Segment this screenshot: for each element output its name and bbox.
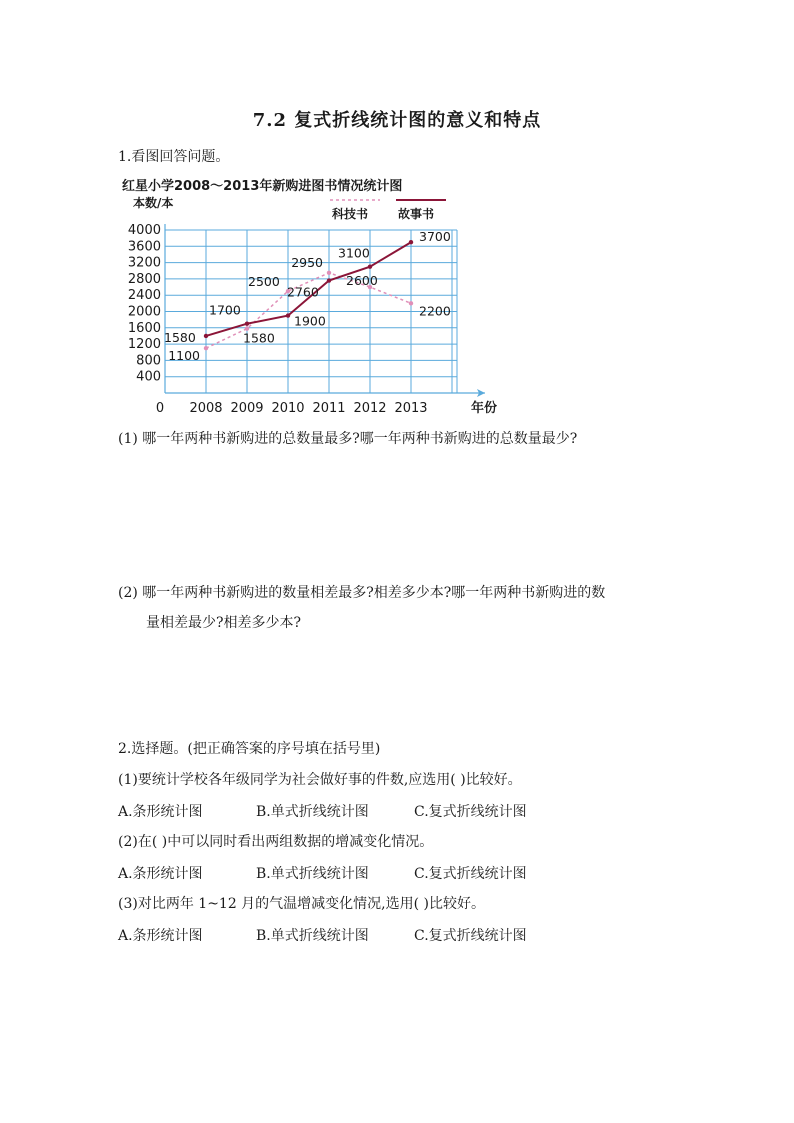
- line-chart: [110, 190, 510, 415]
- data-point-1: [368, 264, 372, 268]
- y-tick-label: 4000: [127, 223, 161, 238]
- page-title: 7.2 复式折线统计图的意义和特点: [252, 110, 542, 131]
- data-point-1: [327, 278, 331, 282]
- question-1-sub-1: (1) 哪一年两种书新购进的总数量最多?哪一年两种书新购进的总数量最少?: [118, 431, 578, 447]
- data-label-1: 3700: [419, 229, 451, 245]
- y-tick-label: 3200: [127, 255, 161, 271]
- data-label-0: 2200: [419, 303, 451, 319]
- y-tick-label: 1200: [127, 337, 161, 353]
- y-tick-label: 800: [136, 353, 161, 369]
- y-tick-label: 2400: [127, 288, 161, 304]
- choice-3-option-a: A.条形统计图: [118, 928, 203, 944]
- data-label-1: 2760: [287, 284, 319, 300]
- choice-3-option-b: B.单式折线统计图: [256, 928, 369, 944]
- data-point-0: [204, 346, 208, 350]
- data-point-0: [327, 271, 331, 275]
- choice-2-option-a: A.条形统计图: [118, 866, 203, 882]
- question-1-heading: 1.看图回答问题。: [118, 149, 230, 165]
- x-tick-label: 2012: [353, 401, 387, 415]
- choice-3-option-c: C.复式折线统计图: [414, 928, 527, 944]
- question-2-heading: 2.选择题。(把正确答案的序号填在括号里): [118, 741, 381, 757]
- y-axis-label: 本数/本: [133, 196, 174, 210]
- data-label-1: 3100: [338, 245, 370, 261]
- y-tick-label: 3600: [127, 239, 161, 255]
- y-tick-label: 2800: [127, 271, 161, 287]
- choice-1-option-a: A.条形统计图: [118, 804, 203, 820]
- choice-2-option-b: B.单式折线统计图: [256, 866, 369, 882]
- data-point-1: [409, 240, 413, 244]
- x-axis-label: 年份: [471, 401, 498, 415]
- choice-2-option-c: C.复式折线统计图: [414, 866, 527, 882]
- data-point-0: [409, 301, 413, 305]
- data-label-0: 1580: [243, 330, 275, 346]
- x-tick-label: 2010: [271, 401, 305, 415]
- choice-1-option-b: B.单式折线统计图: [256, 804, 369, 820]
- choice-1-option-c: C.复式折线统计图: [414, 804, 527, 820]
- legend-label-keji: 科技书: [332, 207, 369, 221]
- data-point-1: [204, 334, 208, 338]
- data-point-1: [245, 322, 249, 326]
- x-tick-label: 2009: [230, 401, 264, 415]
- data-label-1: 1700: [209, 302, 241, 318]
- data-label-0: 2600: [346, 273, 378, 289]
- y-tick-label: 1600: [127, 320, 161, 336]
- data-point-1: [286, 313, 290, 317]
- origin-label: 0: [155, 401, 165, 415]
- question-1-sub-2-line-1: (2) 哪一年两种书新购进的数量相差最多?相差多少本?哪一年两种书新购进的数: [118, 585, 606, 601]
- x-tick-label: 2008: [189, 401, 223, 415]
- y-tick-label: 400: [136, 369, 161, 385]
- data-label-1: 1580: [164, 329, 196, 345]
- x-tick-label: 2011: [312, 401, 346, 415]
- choice-question-1: (1)要统计学校各年级同学为社会做好事的件数,应选用( )比较好。: [118, 772, 522, 788]
- data-label-1: 1900: [294, 313, 326, 329]
- data-label-0: 2950: [291, 254, 323, 270]
- data-label-0: 1100: [168, 348, 200, 364]
- data-label-0: 2500: [248, 274, 280, 290]
- chart-title: 红星小学2008～2013年新购进图书情况统计图: [122, 179, 403, 194]
- x-tick-label: 2013: [394, 401, 428, 415]
- legend-label-gushi: 故事书: [398, 207, 435, 221]
- y-tick-label: 2000: [127, 304, 161, 320]
- question-1-sub-2-line-2: 量相差最少?相差多少本?: [146, 615, 302, 631]
- choice-question-3: (3)对比两年 1~12 月的气温增减变化情况,选用( )比较好。: [118, 896, 486, 912]
- choice-question-2: (2)在( )中可以同时看出两组数据的增减变化情况。: [118, 834, 434, 850]
